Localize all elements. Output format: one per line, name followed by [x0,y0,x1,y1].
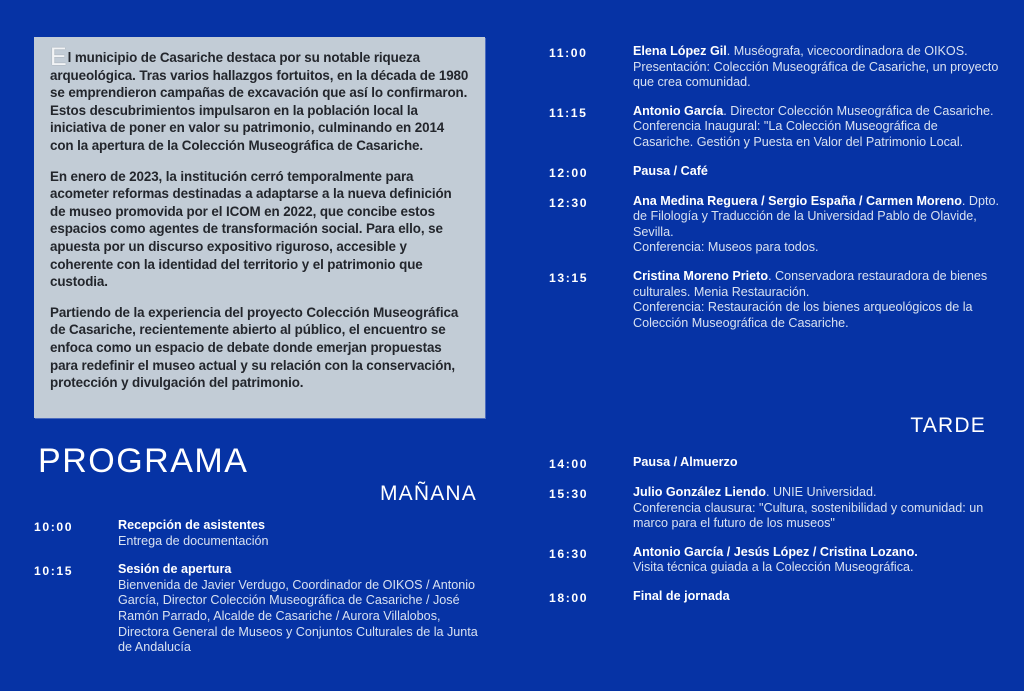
slot-title: Julio González Liendo [633,485,766,499]
slot-title: Final de jornada [633,588,730,603]
slot-title: Antonio García / Jesús López / Cristina Lozano. [633,544,918,559]
slot-title: Cristina Moreno Prieto [633,268,769,283]
slot-body [633,485,1001,532]
slot-role: . Director Colección Museográfica de Casariche. [723,103,994,118]
slot-body [633,545,1001,576]
schedule-slot [549,164,1001,181]
schedule-slot [549,545,1001,576]
slot-detail: Visita técnica guiada a la Colección Museográfica. [633,560,914,575]
slot-time: 12:30 [549,195,589,210]
slot-body [633,194,1001,256]
slot-headline [633,589,1001,605]
slot-title: Antonio García [633,103,724,118]
schedule-slot [549,455,1001,472]
slot-body [633,164,1001,180]
slot-detail: Conferencia clausura: "Cultura, sostenibilidad y comunidad: un marco para el futuro de los museos" [633,500,984,531]
slot-body [633,104,1001,151]
slot-headline [118,562,494,578]
slot-body [633,44,1001,91]
schedule-afternoon [549,455,1001,606]
intro-dropcap: E [50,43,67,71]
slot-title: Ana Medina Reguera / Sergio España / Carmen Moreno [633,193,962,208]
slot-detail: Entrega de documentación [118,533,269,548]
slot-body [633,269,1001,331]
slot-time: 14:00 [549,457,589,471]
slot-headline [118,518,494,534]
slot-title: Recepción de asistentes [118,518,265,532]
slot-body [118,518,494,549]
slot-body [633,455,1001,471]
intro-paragraph-2: En enero de 2023, la institución cerró temporalmente para acometer reformas destinadas a adaptarse a la nueva definición de museo promovida por el ICOM en 2022, que concibe estos espacios como agentes de transformación social. Para ello, se apuesta por un discurso expositivo riguroso, accesible y coherente con la identidad del territorio y el patrimonio que custodia. [50,168,452,290]
section-label-manana: MAÑANA [379,482,477,505]
intro-paragraph-3: Partiendo de la experiencia del proyecto Colección Museográfica de Casariche, recientemente abierto al público, el encuentro se enfoca como un espacio de debate donde emerjan propuestas para redefinir el museo actual y su relación con la conservación, protección y divulgación del patrimonio. [50,304,459,391]
slot-detail: Conferencia: Museos para todos. [633,240,819,255]
slot-time: 11:15 [549,105,588,120]
slot-role: . UNIE Universidad. [765,485,877,499]
schedule-slot [549,589,1001,606]
slot-detail: Conferencia Inaugural: "La Colección Museográfica de Casariche. Gestión y Puesta en Valor del Patrimonio Local. [633,119,964,149]
slot-detail: Conferencia: Restauración de los bienes arqueológicos de la Colección Museográfica de Casariche. [633,300,973,330]
slot-time: 15:30 [549,487,589,501]
slot-headline [633,485,1001,501]
slot-time: 11:00 [549,46,588,60]
intro-paragraph-1 [50,43,469,155]
slot-role: . Conservadora restauradora de bienes culturales. Menia Restauración. [633,268,988,299]
slot-time: 18:00 [549,590,589,605]
slot-headline [633,194,1001,241]
slot-headline [633,545,1001,561]
schedule-slot [549,269,1001,331]
slot-body [118,562,494,656]
slot-headline [633,269,1001,300]
slot-time: 13:15 [549,270,589,285]
slot-title: Elena López Gil [633,44,727,58]
section-label-tarde: TARDE [910,414,986,437]
page-title: programa [38,429,249,483]
schedule-slot [549,485,1001,532]
slot-title: Pausa / Café [633,163,708,178]
slot-time: 16:30 [549,546,589,561]
schedule-slot [549,44,1001,91]
slot-time: 12:00 [549,165,589,180]
slot-headline [633,44,1001,60]
schedule-slot [549,194,1001,256]
schedule-slot [34,562,494,656]
slot-detail: Presentación: Colección Museográfica de Casariche, un proyecto que crea comunidad. [633,59,999,90]
slot-headline [633,455,1001,471]
slot-time: 10:00 [34,520,74,534]
slot-title: Pausa / Almuerzo [633,455,738,469]
schedule-right-top [549,44,1001,331]
slot-headline [633,164,1001,180]
slot-time: 10:15 [34,564,74,579]
schedule-slot [549,104,1001,151]
slot-headline [633,104,1001,120]
slot-role: . Dpto. de Filología y Traducción de la Universidad Pablo de Olavide, Sevilla. [633,193,1000,239]
slot-role: . Muséografa, vicecoordinadora de OIKOS. [726,44,968,58]
schedule-morning [34,518,494,656]
slot-body [633,589,1001,605]
slot-title: Sesión de apertura [118,562,232,577]
schedule-slot [34,518,494,549]
slot-detail: Bienvenida de Javier Verdugo, Coordinador de OIKOS / Antonio García, Director Colección Museográfica de Casariche / José Ramón Parrado, Alcalde de Casariche / Aurora Villalobos, Directora General de Museos y Conjuntos Culturales de la Junta de Andalucía [118,577,478,655]
intro-paragraph-1-text: l municipio de Casariche destaca por su notable riqueza arqueológica. Tras varios hallazgos fortuitos, en la década de 1980 se emprendieron campañas de excavación que así lo confirmaron. Estos descubrimientos impulsaron en la población local la iniciativa de poner en valor su patrimonio, culminando en 2014 con la apertura de la Colección Museográfica de Casariche. [50,50,469,153]
intro-text-panel [34,37,485,418]
